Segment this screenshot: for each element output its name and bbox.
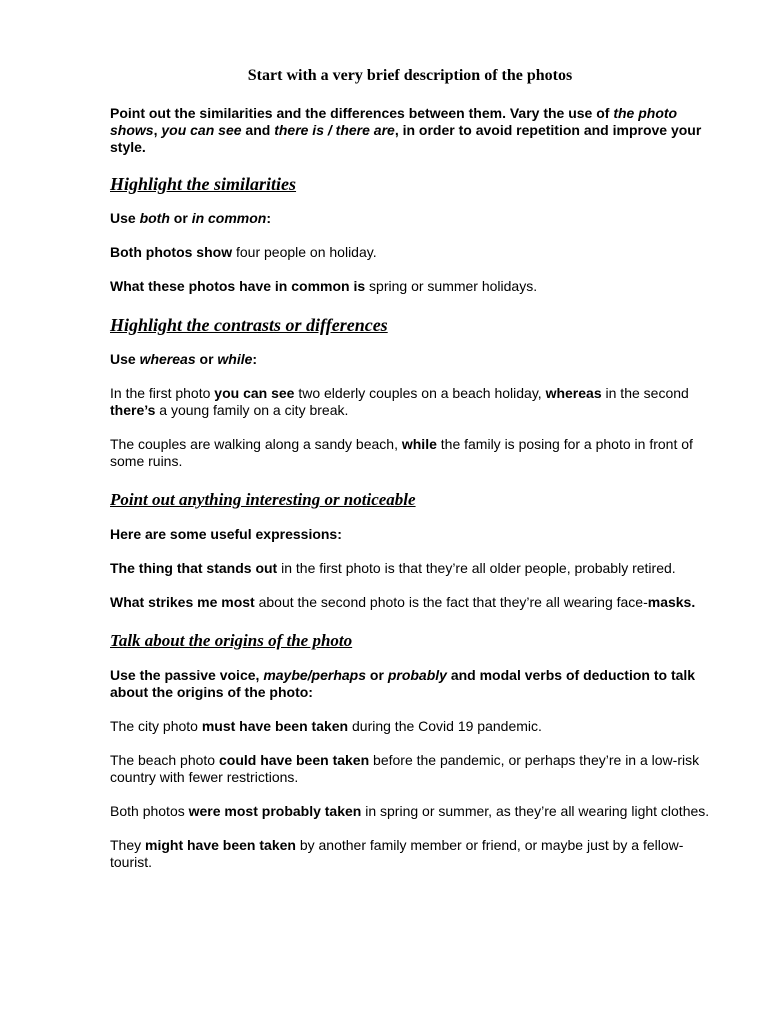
origins-example-3: Both photos were most probably taken in spring or summer, as they’re all wearing light clothes. — [110, 803, 710, 819]
intro-paragraph: Point out the similarities and the differences between them. Vary the use of the photo shows, you can see and there is / there are, in order to avoid repetition and improve your style. — [110, 105, 702, 155]
origins-example-2: The beach photo could have been taken before the pandemic, or perhaps they’re in a low-risk country with fewer restrictions. — [110, 752, 700, 785]
heading-similarities: Highlight the similarities — [110, 174, 297, 194]
similarities-example-2: What these photos have in common is spring or summer holidays. — [110, 278, 538, 294]
contrasts-usage: Use whereas or while: — [110, 351, 258, 367]
heading-contrasts: Highlight the contrasts or differences — [110, 315, 388, 335]
similarities-example-1: Both photos show four people on holiday. — [110, 244, 377, 260]
heading-noticeable: Point out anything interesting or noticeable — [110, 490, 416, 509]
origins-example-1: The city photo must have been taken during the Covid 19 pandemic. — [110, 718, 542, 734]
noticeable-lead: Here are some useful expressions: — [110, 526, 342, 542]
noticeable-example-1: The thing that stands out in the first photo is that they’re all older people, probably retired. — [110, 560, 676, 576]
origins-example-4: They might have been taken by another family member or friend, or maybe just by a fellow-tourist. — [110, 837, 684, 870]
origins-lead: Use the passive voice, maybe/perhaps or probably and modal verbs of deduction to talk about the origins of the photo: — [110, 667, 696, 700]
document-page — [110, 66, 710, 888]
contrasts-example-2: The couples are walking along a sandy beach, while the family is posing for a photo in front of some ruins. — [110, 436, 693, 469]
page-title: Start with a very brief description of the photos — [247, 67, 573, 84]
heading-origins: Talk about the origins of the photo — [110, 631, 353, 650]
similarities-usage: Use both or in common: — [110, 210, 272, 226]
noticeable-example-2: What strikes me most about the second photo is the fact that they’re all wearing face-masks. — [110, 594, 696, 610]
contrasts-example-1: In the first photo you can see two elderly couples on a beach holiday, whereas in the second there’s a young family on a city break. — [110, 385, 689, 418]
